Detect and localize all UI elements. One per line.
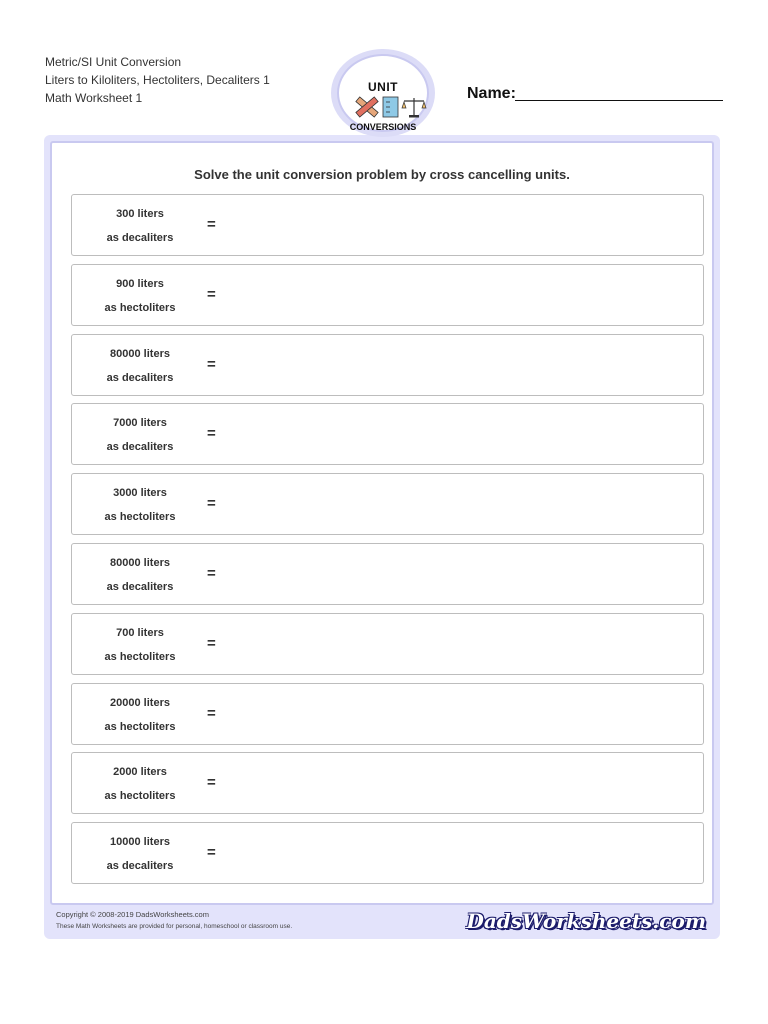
- logo-top-text: UNIT: [368, 80, 398, 94]
- worksheet-frame: [44, 135, 720, 939]
- copyright-text: Copyright © 2008-2019 DadsWorksheets.com: [56, 910, 209, 919]
- equals-sign: =: [207, 216, 216, 233]
- equals-sign: =: [207, 635, 216, 652]
- problem-target-unit: as decaliters: [106, 860, 174, 872]
- worksheet-body: [50, 141, 714, 905]
- problem-quantity: 80000 liters: [110, 557, 170, 569]
- problem-row: [71, 613, 704, 675]
- equals-sign: =: [207, 495, 216, 512]
- equals-sign: =: [207, 705, 216, 722]
- worksheet-footer: [44, 905, 720, 939]
- problem-row: [71, 194, 704, 256]
- equals-sign: =: [207, 565, 216, 582]
- header-title: Metric/SI Unit Conversion: [45, 55, 182, 69]
- problem-quantity: 7000 liters: [113, 417, 167, 429]
- problem-target-unit: as hectoliters: [104, 790, 176, 802]
- problem-row: [71, 403, 704, 465]
- problem-row: [71, 752, 704, 814]
- beaker-icon: [383, 97, 398, 117]
- problem-row: [71, 543, 704, 605]
- equals-sign: =: [207, 425, 216, 442]
- problem-quantity: 3000 liters: [113, 487, 167, 499]
- problem-row: [71, 822, 704, 884]
- scale-icon: [402, 98, 426, 118]
- ruler-cross-icon: [356, 97, 378, 117]
- equals-sign: =: [207, 286, 216, 303]
- problem-target-unit: as decaliters: [106, 232, 174, 244]
- header-worksheet-number: Math Worksheet 1: [45, 91, 143, 105]
- equals-sign: =: [207, 844, 216, 861]
- unit-conversions-logo: [331, 49, 435, 137]
- problem-target-unit: as decaliters: [106, 441, 174, 453]
- header-subtitle: Liters to Kiloliters, Hectoliters, Decaliters 1: [45, 73, 270, 87]
- problem-quantity: 700 liters: [116, 627, 164, 639]
- problem-target-unit: as hectoliters: [104, 651, 176, 663]
- equals-sign: =: [207, 356, 216, 373]
- logo-bottom-text: CONVERSIONS: [349, 122, 417, 132]
- logo-badge: [337, 54, 429, 132]
- problem-target-unit: as hectoliters: [104, 511, 176, 523]
- problem-quantity: 20000 liters: [110, 697, 170, 709]
- name-field-line[interactable]: [515, 100, 723, 101]
- name-label: Name:: [467, 85, 516, 102]
- problem-row: [71, 683, 704, 745]
- problem-quantity: 2000 liters: [113, 766, 167, 778]
- problem-quantity: 10000 liters: [110, 836, 170, 848]
- problem-quantity: 900 liters: [116, 278, 164, 290]
- problem-target-unit: as hectoliters: [104, 302, 176, 314]
- logo-icons: [353, 95, 429, 119]
- problem-row: [71, 473, 704, 535]
- instructions: Solve the unit conversion problem by cross cancelling units.: [194, 167, 570, 182]
- problem-quantity: 80000 liters: [110, 348, 170, 360]
- worksheet-header: [45, 53, 270, 107]
- dadsworksheets-logo: DadsWorksheets.com: [466, 909, 706, 933]
- problem-target-unit: as decaliters: [106, 581, 174, 593]
- problem-row: [71, 264, 704, 326]
- problem-quantity: 300 liters: [116, 208, 164, 220]
- problem-target-unit: as hectoliters: [104, 721, 176, 733]
- problem-target-unit: as decaliters: [106, 372, 174, 384]
- equals-sign: =: [207, 774, 216, 791]
- problem-row: [71, 334, 704, 396]
- usage-text: These Math Worksheets are provided for personal, homeschool or classroom use.: [56, 923, 293, 930]
